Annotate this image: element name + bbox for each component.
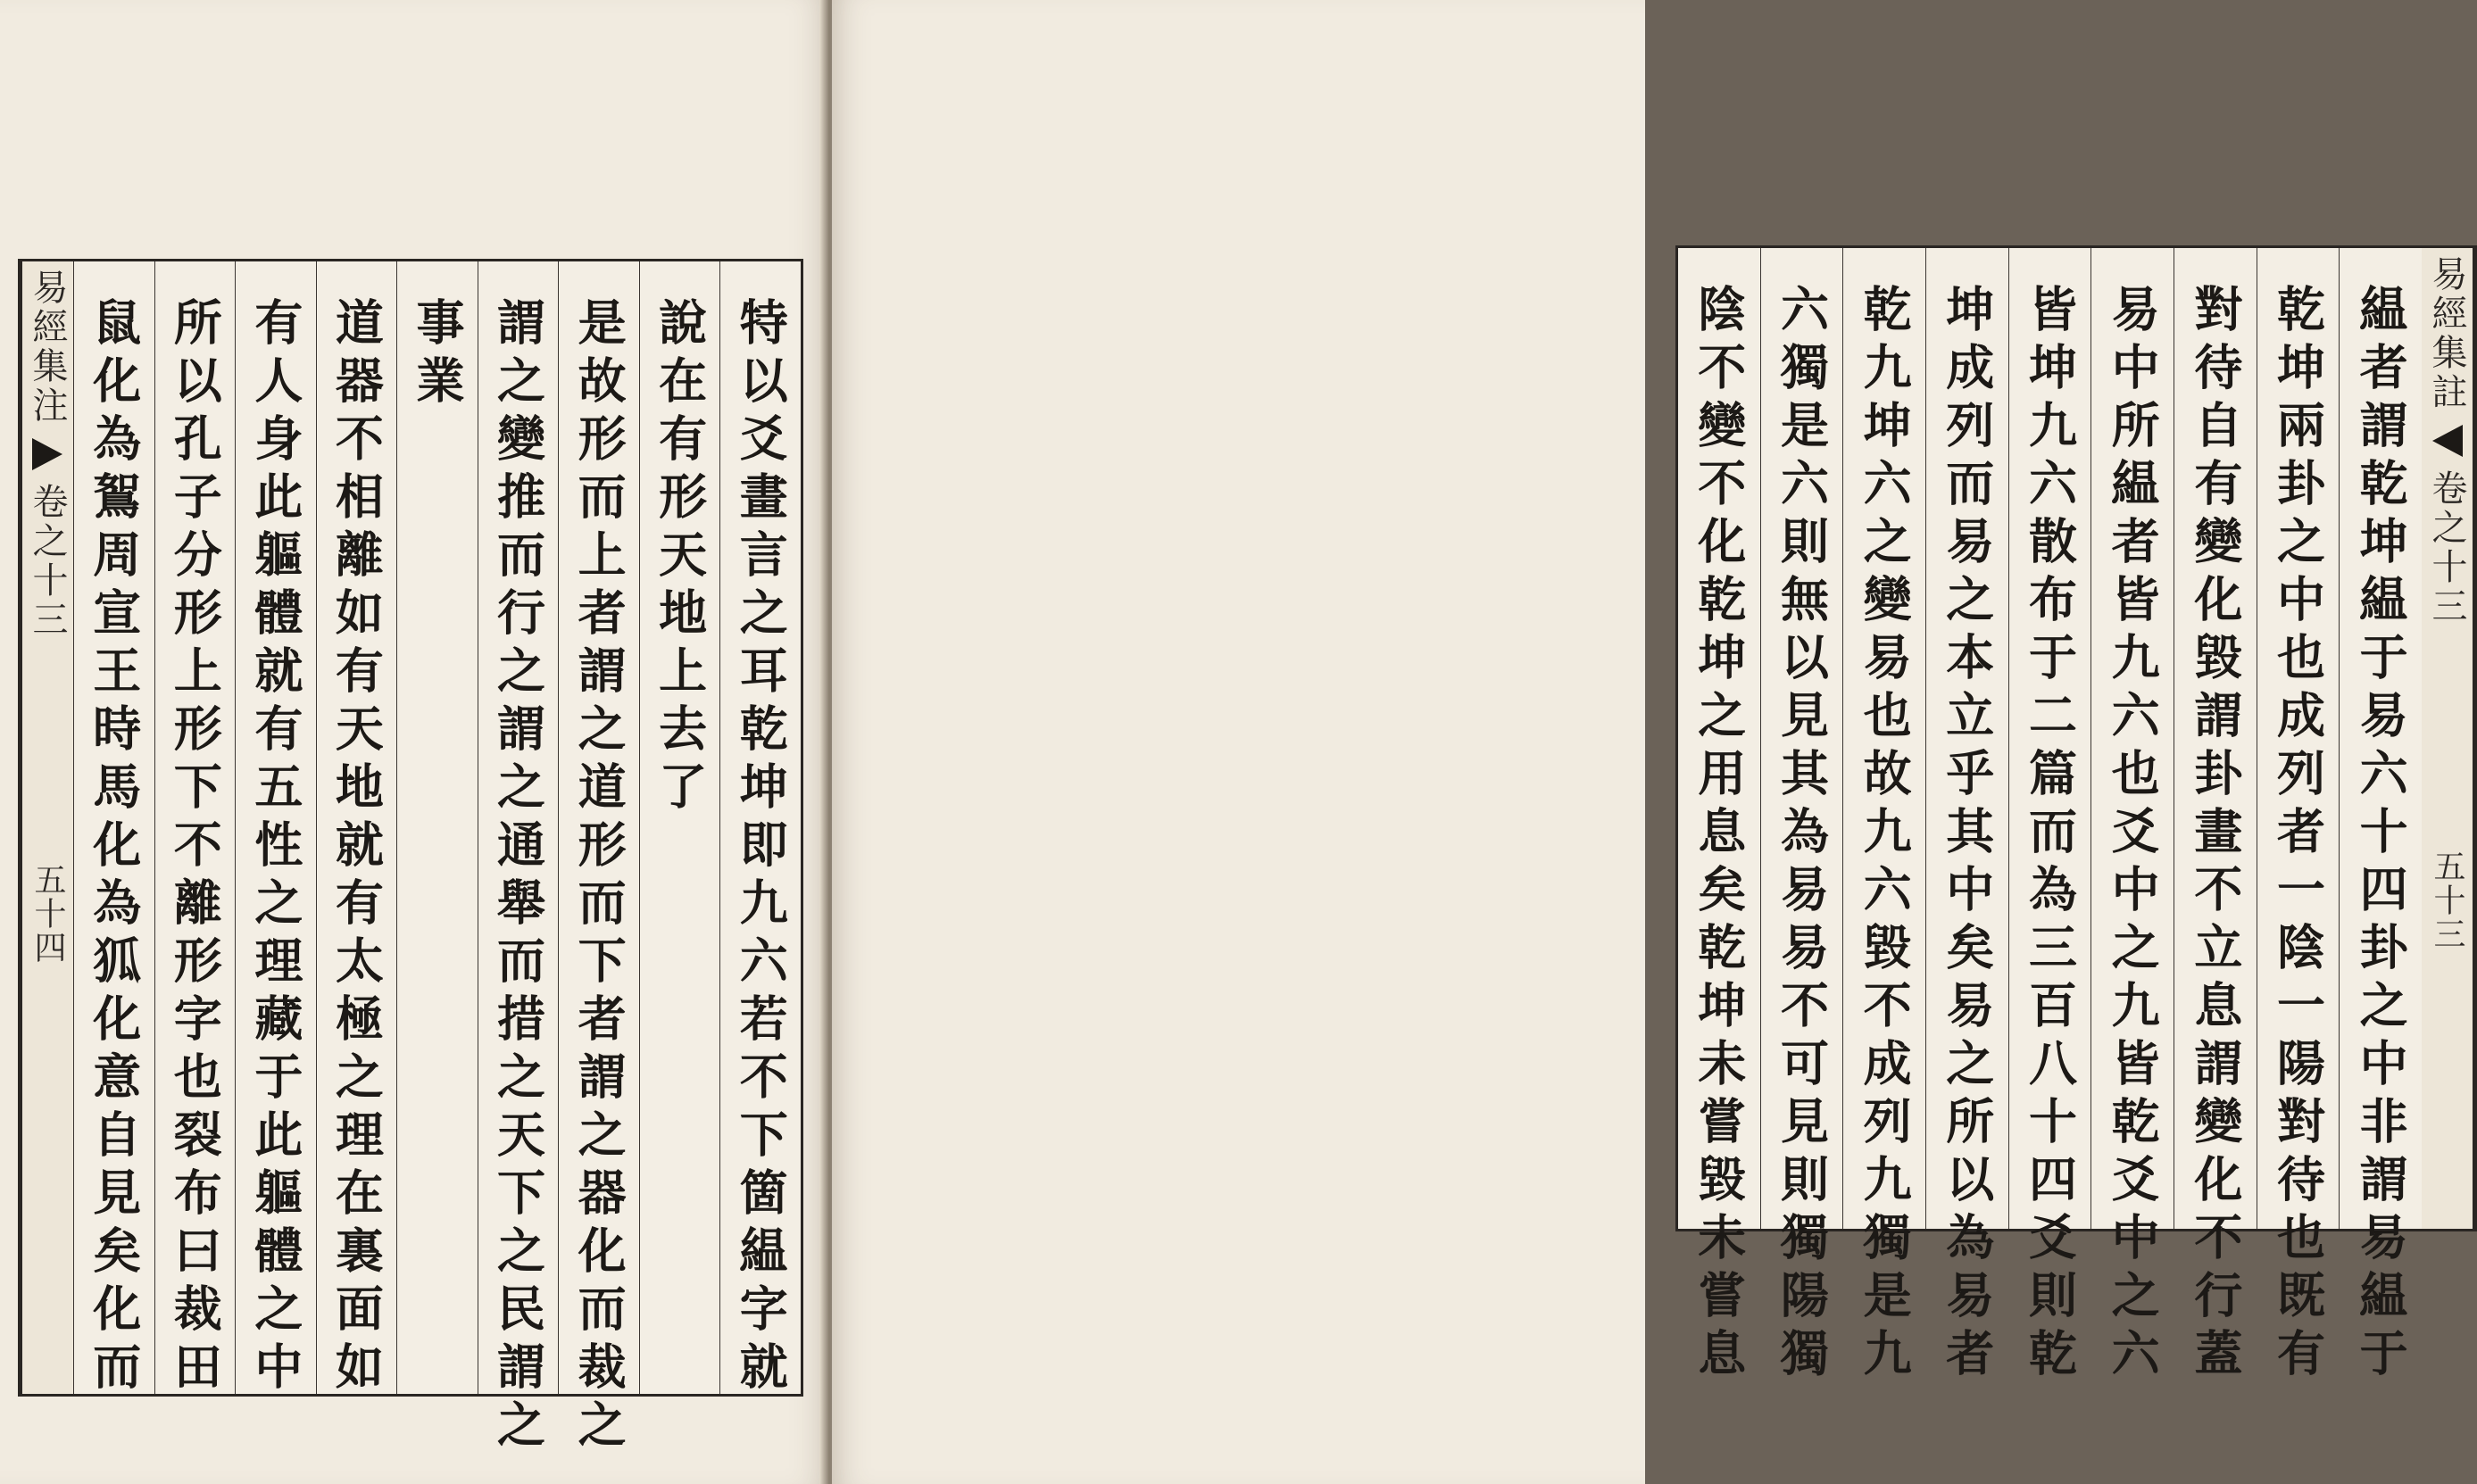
right-column-4 bbox=[2090, 248, 2174, 1386]
right-banxin-juan: 卷之十三 bbox=[2426, 469, 2467, 626]
right-column-text: 六獨是六則無以見其為易易不可見則獨陽獨 bbox=[1773, 284, 1831, 1386]
left-banxin-margin bbox=[21, 261, 73, 1394]
left-column-text: 謂之變推而行之謂之通舉而措之天下之民謂之 bbox=[489, 297, 547, 1457]
left-column-text: 所以孔子分形上形下不離形字也裂布曰裁田 bbox=[166, 297, 224, 1399]
right-column-7 bbox=[1842, 248, 1925, 1386]
left-column-text: 說在有形天地上去了 bbox=[651, 297, 709, 819]
fish-tail-icon bbox=[2432, 425, 2463, 457]
left-page bbox=[0, 0, 828, 1484]
left-column-7 bbox=[235, 261, 316, 1399]
right-column-text: 乾九坤六之變易也故九六毀不成列九獨是九 bbox=[1856, 284, 1914, 1386]
right-column-text: 對待自有變化毀謂卦畫不立息謂變化不行蓋 bbox=[2186, 284, 2244, 1386]
right-column-1 bbox=[2339, 248, 2422, 1386]
left-banxin-title: 易經集注 bbox=[26, 269, 68, 426]
right-column-6 bbox=[1925, 248, 2008, 1386]
right-banxin-title: 易經集註 bbox=[2426, 255, 2467, 412]
right-column-9 bbox=[1678, 248, 1760, 1386]
left-banxin-juan: 卷之十三 bbox=[26, 483, 68, 640]
left-column-4 bbox=[478, 261, 559, 1457]
left-column-8 bbox=[154, 261, 236, 1399]
right-column-text: 易中所緼者皆九六也爻中之九皆乾爻中之六 bbox=[2104, 284, 2162, 1386]
left-column-3 bbox=[558, 261, 639, 1457]
right-banxin-margin bbox=[2422, 248, 2474, 1229]
left-column-2 bbox=[639, 261, 720, 1394]
left-column-5 bbox=[396, 261, 478, 1394]
right-text-columns bbox=[1678, 248, 2474, 1386]
left-folio-number: 五十四 bbox=[29, 863, 66, 965]
left-page-frame bbox=[18, 259, 803, 1457]
right-page bbox=[832, 0, 2467, 1484]
left-column-text: 特以爻畫言之耳乾坤即九六若不下箇緼字就 bbox=[732, 297, 790, 1399]
left-column-1 bbox=[719, 261, 801, 1399]
fish-tail-icon bbox=[32, 438, 62, 470]
left-column-text: 事業 bbox=[408, 297, 466, 413]
right-column-text: 坤成列而易之本立乎其中矣易之所以為易者 bbox=[1938, 284, 1996, 1386]
right-column-text: 陰不變不化乾坤之用息矣乾坤未嘗毀未嘗息 bbox=[1690, 284, 1748, 1386]
right-folio-number: 五十三 bbox=[2429, 850, 2465, 951]
left-text-columns bbox=[21, 261, 801, 1457]
left-column-text: 是故形而上者謂之道形而下者謂之器化而裁之 bbox=[570, 297, 628, 1457]
right-column-text: 乾坤兩卦之中也成列者一陰一陽對待也既有 bbox=[2269, 284, 2327, 1386]
right-column-5 bbox=[2008, 248, 2091, 1386]
left-column-text: 有人身此軀體就有五性之理藏于此軀體之中 bbox=[246, 297, 304, 1399]
right-column-text: 緼者謂乾坤緼于易六十四卦之中非謂易緼于 bbox=[2352, 284, 2410, 1386]
right-column-8 bbox=[1760, 248, 1843, 1386]
left-column-text: 鼠化為鴽周宣王時馬化為狐化意自見矣化而 bbox=[85, 297, 143, 1399]
left-column-6 bbox=[316, 261, 397, 1399]
left-column-9 bbox=[73, 261, 154, 1399]
right-column-text: 皆坤九六散布于二篇而為三百八十四爻則乾 bbox=[2021, 284, 2079, 1386]
right-column-3 bbox=[2174, 248, 2257, 1386]
right-column-2 bbox=[2257, 248, 2340, 1386]
left-column-text: 道器不相離如有天地就有太極之理在裏面如 bbox=[328, 297, 386, 1399]
right-page-frame bbox=[1675, 245, 2477, 1386]
